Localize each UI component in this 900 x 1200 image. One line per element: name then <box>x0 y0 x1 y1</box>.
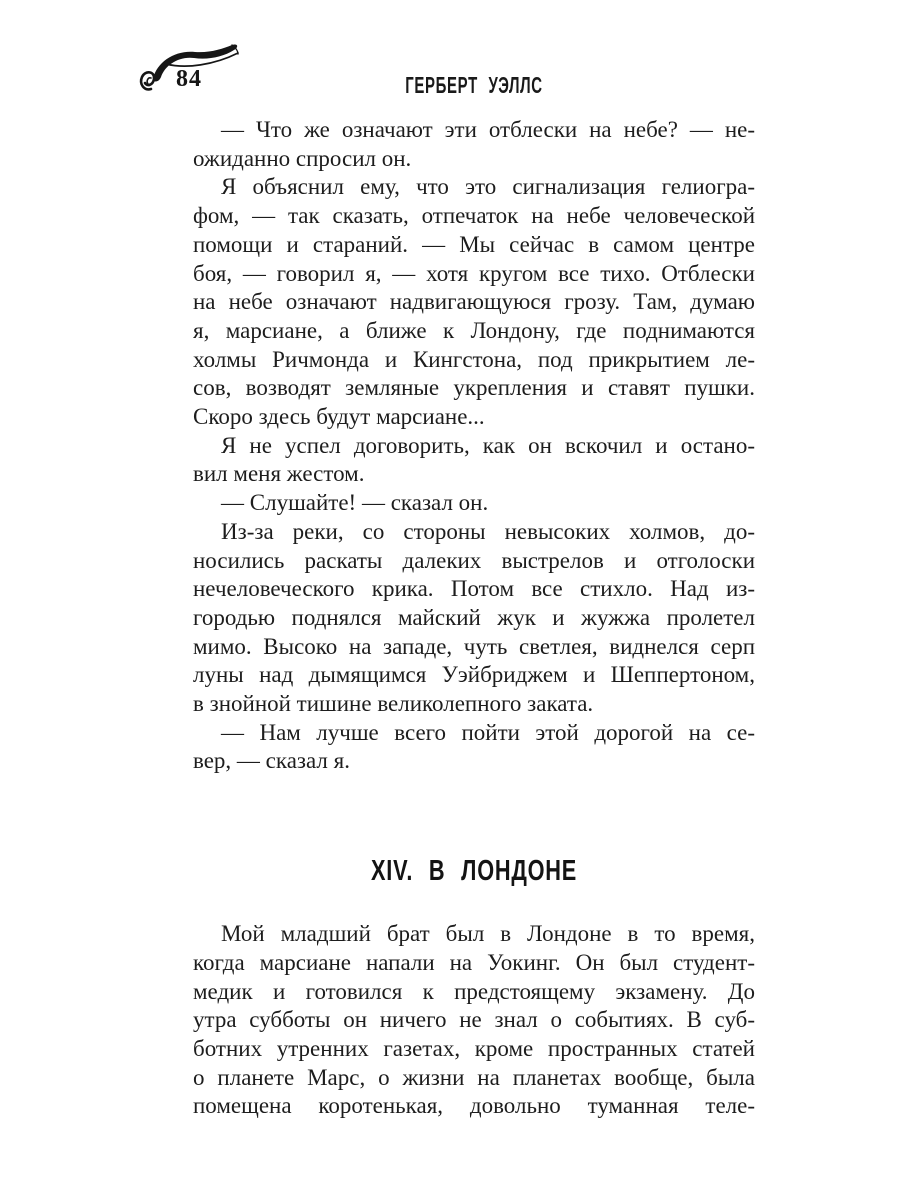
text-line: Из-за реки, со стороны невысоких холмов, до- <box>221 518 755 544</box>
text-line: утра субботы он ничего не знал о событиях. В суб- <box>193 1007 755 1033</box>
text-line: носились раскаты далеких выстрелов и отголоски <box>193 547 755 573</box>
text-line: Я не успел договорить, как он вскочил и остано- <box>221 432 755 458</box>
text-line: луны над дымящимся Уэйбриджем и Шеппертоном, <box>193 662 755 688</box>
text-line: городью поднялся майский жук и жужжа пролетел <box>193 604 755 630</box>
text-block-top <box>193 116 755 776</box>
text-line: вер, — сказал я. <box>193 748 350 774</box>
page-number: 84 <box>176 66 202 92</box>
text-line: Скоро здесь будут марсиане... <box>193 404 485 430</box>
text-line: боя, — говорил я, — хотя кругом все тихо. Отблески <box>193 260 755 286</box>
text-line: — Что же означают эти отблески на небе? — не- <box>221 117 755 142</box>
text-line: — Слушайте! — сказал он. <box>221 490 489 516</box>
text-line: медик и готовился к предстоящему экзамену. До <box>193 978 755 1004</box>
text-line: ожиданно спросил он. <box>193 145 412 171</box>
text-line: когда марсиане напали на Уокинг. Он был студент- <box>193 949 755 975</box>
text-line: нечеловеческого крика. Потом все стихло. Над из- <box>193 576 755 602</box>
text-line: фом, — так сказать, отпечаток на небе человеческой <box>193 203 755 229</box>
text-line: вил меня жестом. <box>193 461 365 487</box>
page-number-ornament <box>138 42 248 98</box>
text-line: мимо. Высоко на западе, чуть светлея, виднелся серп <box>193 633 755 659</box>
text-line: в знойной тишине великолепного заката. <box>193 691 594 717</box>
text-line: на небе означают надвигающуюся грозу. Там, думаю <box>193 289 755 315</box>
text-line: ботних утренних газетах, кроме пространных статей <box>193 1035 755 1061</box>
text-line: — Нам лучше всего пойти этой дорогой на се- <box>221 719 755 745</box>
text-line: холмы Ричмонда и Кингстона, под прикрытием ле- <box>193 346 755 372</box>
text-line: помещена коротенькая, довольно туманная теле- <box>193 1093 755 1119</box>
text-column <box>193 116 755 1121</box>
text-line: Мой младший брат был в Лондоне в то время, <box>221 921 755 947</box>
text-line: я, марсиане, а ближе к Лондону, где поднимаются <box>193 317 755 343</box>
running-header: ГЕРБЕРТ УЭЛЛС <box>405 72 543 98</box>
chapter-heading: XIV. В ЛОНДОНЕ <box>371 855 577 888</box>
text-line: о планете Марс, о жизни на планетах вообще, была <box>193 1064 755 1090</box>
text-block-bottom <box>193 920 755 1121</box>
text-line: Я объяснил ему, что это сигнализация гелиогра- <box>221 174 755 200</box>
text-line: помощи и стараний. — Мы сейчас в самом центре <box>193 231 755 257</box>
text-line: сов, возводят земляные укрепления и ставят пушки. <box>193 375 755 401</box>
